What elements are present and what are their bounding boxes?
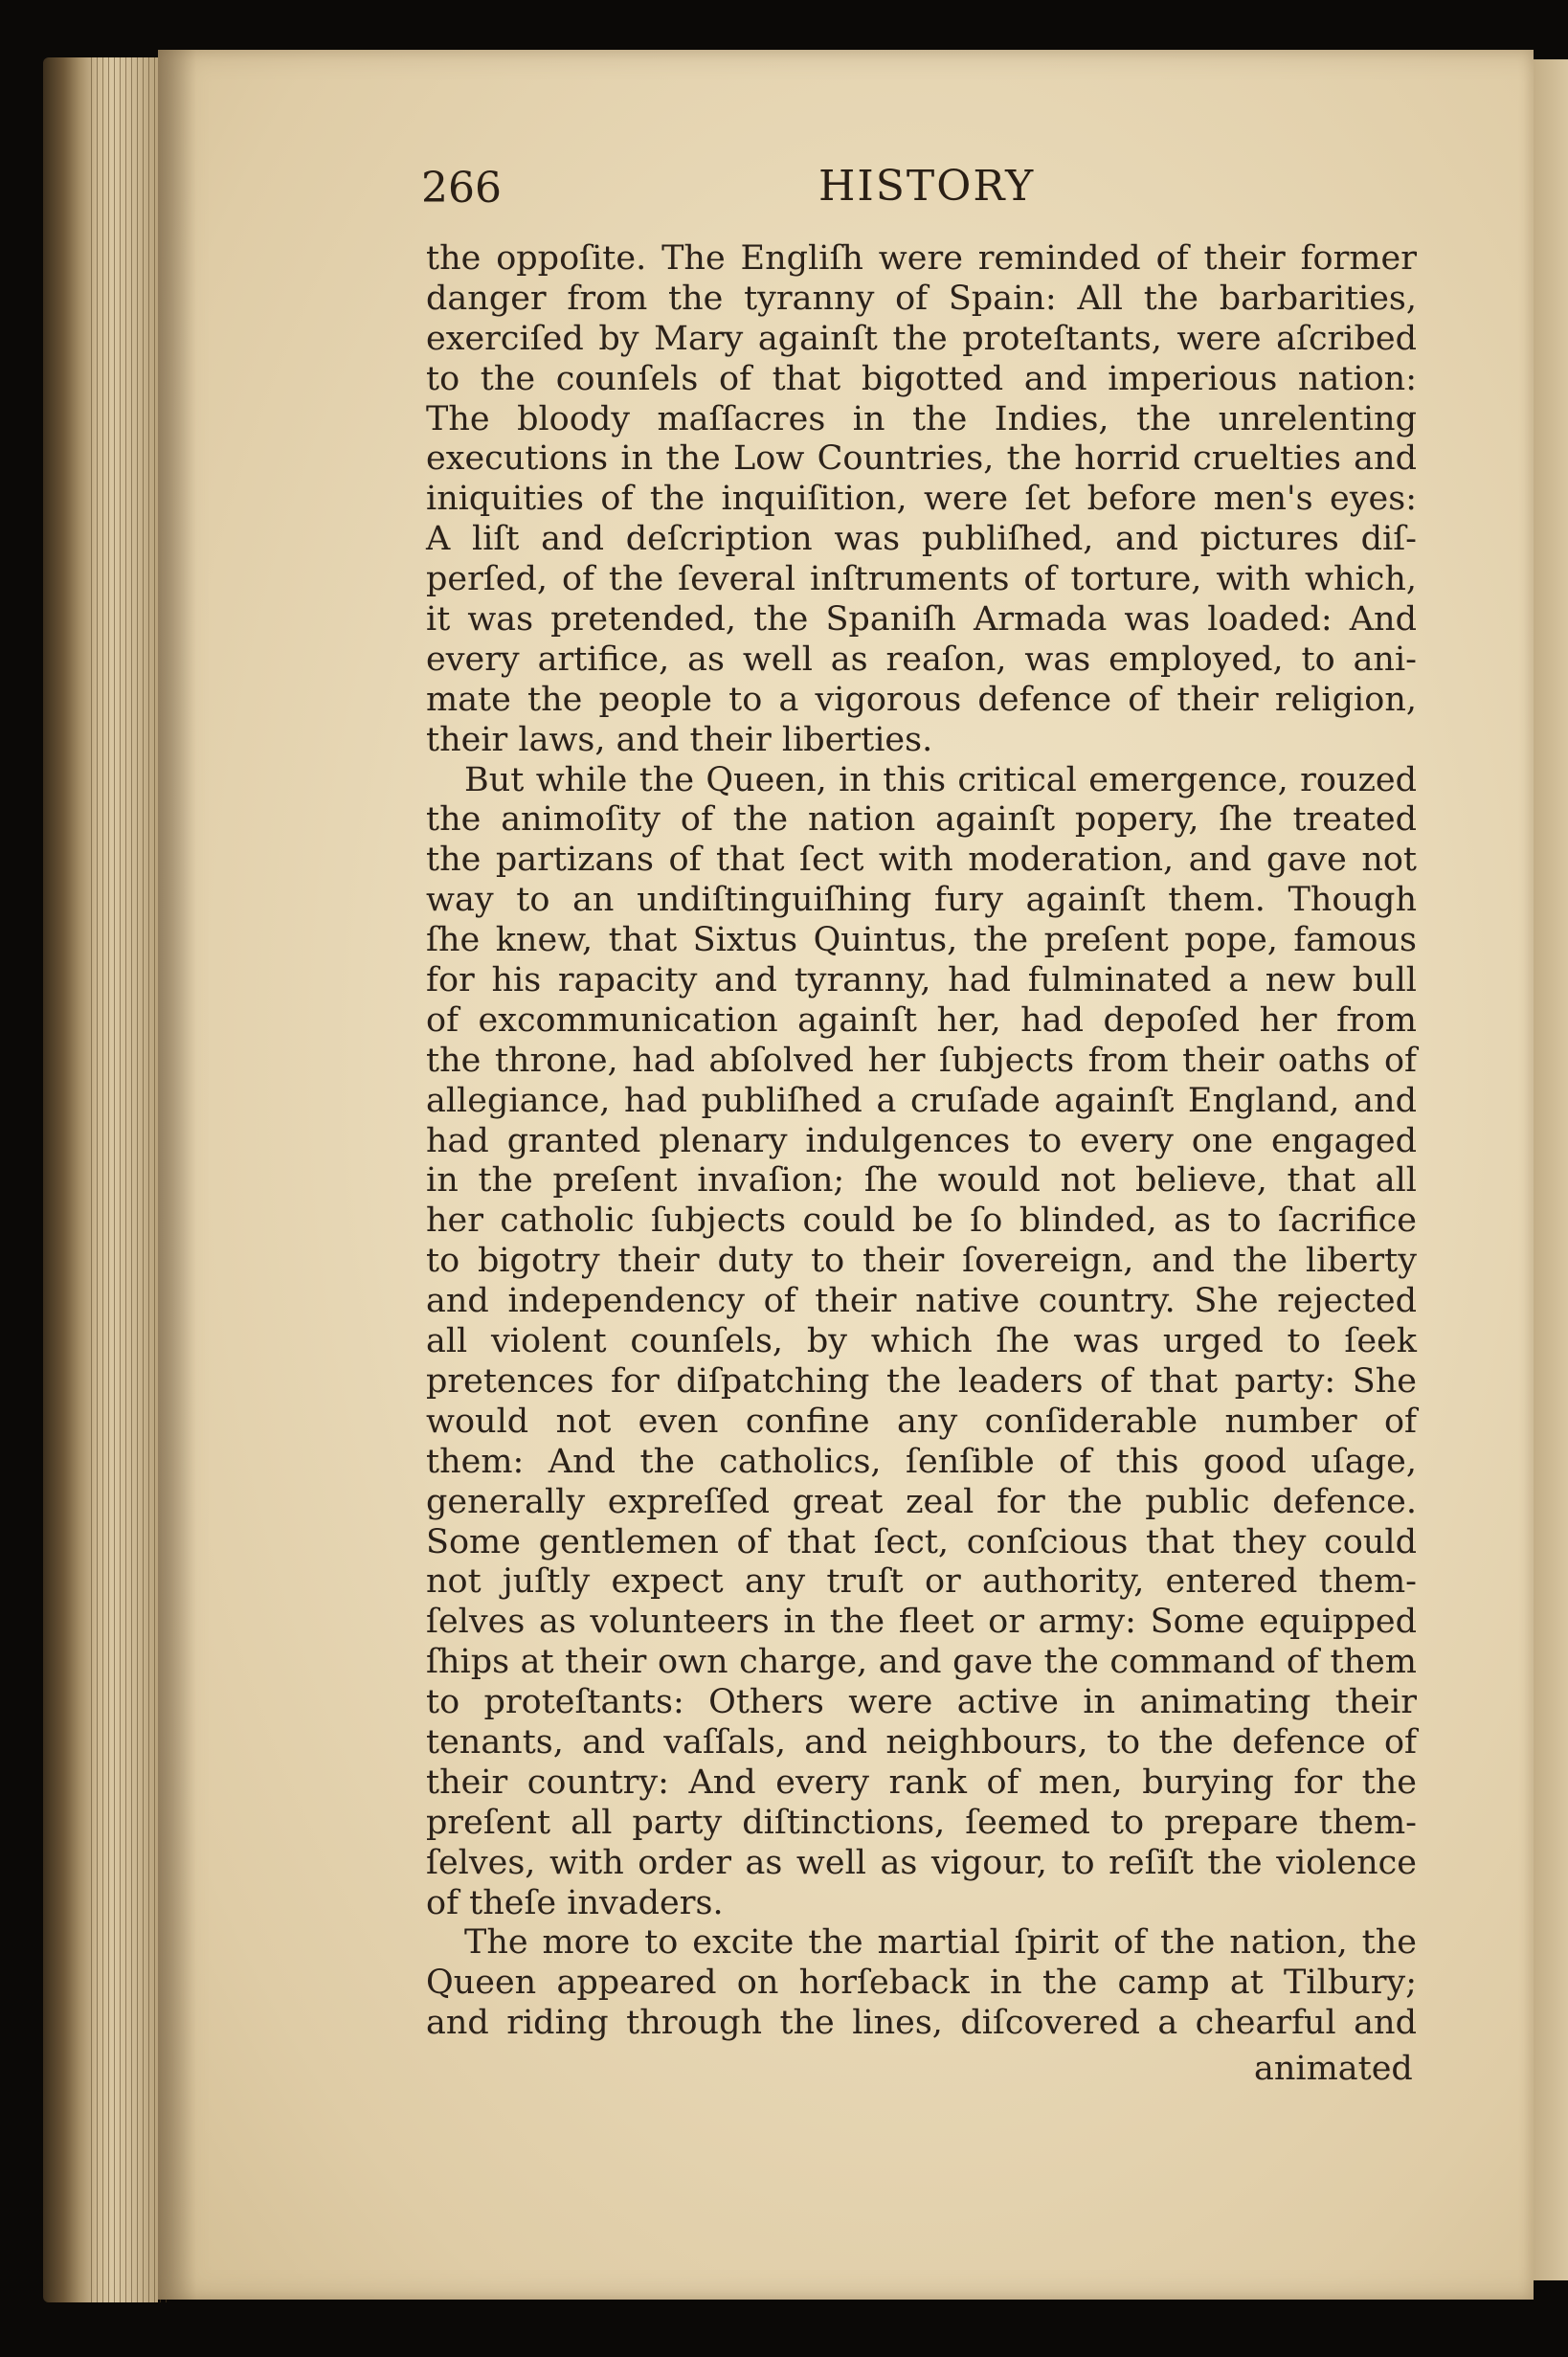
text-line: in the preſent invaſion; ſhe would not believe, that all [426,1161,1417,1201]
text-line: generally expreſſed great zeal for the public defence. [426,1482,1417,1521]
text-line: Some gentlemen of that ſect, conſcious that they could [426,1522,1417,1561]
running-head: HISTORY [818,162,1036,211]
text-line: and riding through the lines, diſcovered a chearful and [426,2004,1417,2043]
text-line: The bloody maſſacres in the Indies, the unrelenting [426,399,1417,438]
text-line: But while the Queen, in this critical emergence, rouzed [464,760,1417,799]
text-line: for his rapacity and tyranny, had fulminated a new bull [426,961,1417,1000]
page-header [421,158,1407,215]
text-line: the animoſity of the nation againſt popery, ſhe treated [426,800,1417,840]
page-edge-lines [91,57,168,2302]
body-text [426,239,1417,2044]
text-line: ſhips at their own charge, and gave the command of them [426,1643,1417,1682]
text-line: exerciſed by Mary againſt the proteſtants, were aſcribed [426,319,1417,358]
text-line: mate the people to a vigorous defence of their religion, [426,680,1417,719]
text-line: Queen appeared on horſeback in the camp at Tilbury; [426,1964,1417,2003]
text-line: iniquities of the inquiſition, were ſet before men's eyes: [426,480,1417,519]
text-line: of excommunication againſt her, had depoſed her from [426,1000,1417,1040]
text-line: perſed, of the ſeveral inſtruments of torture, with which, [426,560,1417,599]
text-line: preſent all party diſtinctions, ſeemed to prepare them- [426,1803,1417,1842]
text-line: their country: And every rank of men, burying for the [426,1762,1417,1802]
text-line: and independency of their native country. She rejected [426,1282,1417,1321]
text-line: A liſt and deſcription was publiſhed, and pictures diſ- [426,520,1417,559]
page-number: 266 [421,164,502,213]
text-line: would not even confine any conſiderable number of [426,1402,1417,1441]
text-line: way to an undiſtinguiſhing fury againſt them. Though [426,881,1417,920]
text-line: tenants, and vaſſals, and neighbours, to the defence of [426,1722,1417,1762]
text-line: not juſtly expect any truſt or authority, entered them- [426,1562,1417,1602]
text-line: danger from the tyranny of Spain: All the barbarities, [426,279,1417,318]
text-line: her catholic ſubjects could be ſo blinded, as to ſacrifice [426,1201,1417,1241]
text-line: the oppoſite. The Engliſh were reminded of their former [426,239,1417,278]
gutter-shadow [158,50,196,2300]
catchword: animated [1254,2050,1413,2088]
text-line: to the counſels of that bigotted and imperious nation: [426,359,1417,398]
text-line: the partizans of that ſect with moderation, and gave not [426,841,1417,880]
text-line: it was pretended, the Spaniſh Armada was loaded: And [426,600,1417,640]
text-line: ſhe knew, that Sixtus Quintus, the preſent pope, famous [426,921,1417,960]
text-line: executions in the Low Countries, the horrid cruelties and [426,439,1417,479]
text-line: the throne, had abſolved her ſubjects from their oaths of [426,1041,1417,1080]
text-line: to proteſtants: Others were active in animating their [426,1683,1417,1722]
text-line: allegiance, had publiſhed a cruſade againſt England, and [426,1081,1417,1120]
text-line: all violent counſels, by which ſhe was urged to ſeek [426,1322,1417,1361]
text-line: ſelves, with order as well as vigour, to reſiſt the violence [426,1843,1417,1882]
text-line: their laws, and their liberties. [426,720,933,759]
text-line: every artifice, as well as reaſon, was employed, to ani- [426,640,1417,679]
text-line: The more to excite the martial ſpirit of the nation, the [464,1923,1417,1963]
text-line: to bigotry their duty to their ſovereign, and the liberty [426,1242,1417,1281]
text-line: of theſe invaders. [426,1883,724,1922]
text-line: ſelves as volunteers in the fleet or army: Some equipped [426,1603,1417,1642]
facing-page-edge [1532,59,1568,2280]
text-line: them: And the catholics, ſenſible of this good uſage, [426,1442,1417,1481]
text-line: pretences for diſpatching the leaders of that party: She [426,1361,1417,1401]
text-line: had granted plenary indulgences to every one engaged [426,1121,1417,1160]
